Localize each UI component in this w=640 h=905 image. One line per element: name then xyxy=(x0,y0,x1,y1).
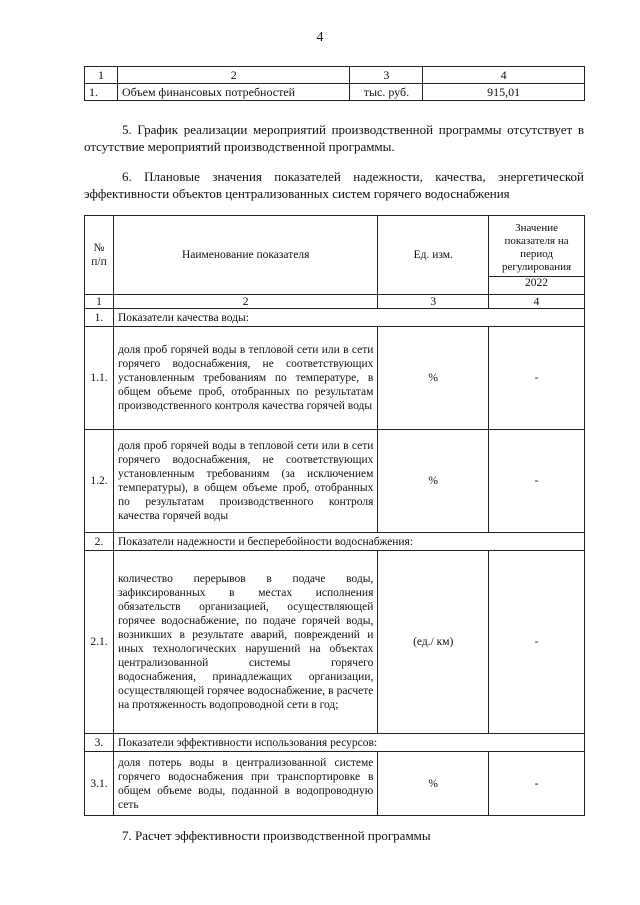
row-name: Объем финансовых потребностей xyxy=(117,84,350,101)
row-number: 2.1. xyxy=(85,551,114,734)
table-row xyxy=(85,327,585,430)
row-description: доля потерь воды в централизованной системе горячего водоснабжения при транспортировке в общем объеме воды, поданной в водопроводную сеть xyxy=(113,752,377,816)
header-unit: Ед. изм. xyxy=(378,216,489,295)
col-number: 1 xyxy=(85,295,114,309)
row-unit: % xyxy=(378,752,489,816)
header-year: 2022 xyxy=(489,276,584,290)
row-description: количество перерывов в подаче воды, зафиксированных в местах исполнения обязательств организацией, осуществляющей горячее водоснабжение, по подаче горячей воды, возникших в результате аварий, повреждений и иных технологических нарушений на объектах централизованной системы горячего водоснабжения, принадлежащих организации, осуществляющей горячее водоснабжение, в расчете на протяженность водопроводной сети в год; xyxy=(113,551,377,734)
header-value-label: Значение показателя на период регулирования xyxy=(502,222,572,273)
page-number: 4 xyxy=(316,30,324,45)
section-title: Показатели надежности и бесперебойности водоснабжения: xyxy=(113,533,584,551)
table-row xyxy=(85,551,585,734)
table-header-row xyxy=(85,216,585,295)
row-description: доля проб горячей воды в тепловой сети или в сети горячего водоснабжения, не соответствующих установленным требованиям (за исключением температуры), в общем объеме проб, отобранных по результатам производственного контроля качества горячей воды xyxy=(113,430,377,533)
row-unit: тыс. руб. xyxy=(350,84,423,101)
table-header-row xyxy=(85,67,585,84)
row-unit: (ед./ км) xyxy=(378,551,489,734)
header-num: № п/п xyxy=(85,216,114,295)
column-numbers-row xyxy=(85,295,585,309)
section-number: 3. xyxy=(85,734,114,752)
section-number: 2. xyxy=(85,533,114,551)
row-unit: % xyxy=(378,327,489,430)
row-value: - xyxy=(489,327,585,430)
financial-table xyxy=(84,66,585,101)
header-name: Наименование показателя xyxy=(113,216,377,295)
col-number: 3 xyxy=(378,295,489,309)
row-unit: % xyxy=(378,430,489,533)
row-description: доля проб горячей воды в тепловой сети или в сети горячего водоснабжения, не соответствующих установленным требованиям по температуре, в общем объеме проб, отобранных по результатам производственного контроля качества горячей воды xyxy=(113,327,377,430)
col-number: 4 xyxy=(489,295,585,309)
section-row xyxy=(85,309,585,327)
section-title: Показатели качества воды: xyxy=(113,309,584,327)
table-row xyxy=(85,84,585,101)
row-number: 1.1. xyxy=(85,327,114,430)
row-value: - xyxy=(489,752,585,816)
row-value: - xyxy=(489,430,585,533)
row-value: - xyxy=(489,551,585,734)
section-title: Показатели эффективности использования ресурсов: xyxy=(113,734,584,752)
col-number: 2 xyxy=(113,295,377,309)
indicators-table xyxy=(84,215,585,816)
row-number: 1. xyxy=(85,84,118,101)
table-row xyxy=(85,752,585,816)
col-number: 2 xyxy=(117,67,350,84)
col-number: 3 xyxy=(350,67,423,84)
col-number: 1 xyxy=(85,67,118,84)
section-number: 1. xyxy=(85,309,114,327)
table-row xyxy=(85,430,585,533)
row-number: 3.1. xyxy=(85,752,114,816)
paragraph-7: 7. Расчет эффективности производственной программы xyxy=(122,828,431,843)
col-number: 4 xyxy=(423,67,585,84)
row-number: 1.2. xyxy=(85,430,114,533)
row-value: 915,01 xyxy=(423,84,585,101)
header-value xyxy=(489,216,585,295)
section-row xyxy=(85,734,585,752)
section-row xyxy=(85,533,585,551)
paragraph-5: 5. График реализации мероприятий производственной программы отсутствует в отсутствие мероприятий производственной программы. xyxy=(84,122,584,154)
paragraph-6: 6. Плановые значения показателей надежности, качества, энергетической эффективности объектов централизованных систем горячего водоснабжения xyxy=(84,169,584,201)
